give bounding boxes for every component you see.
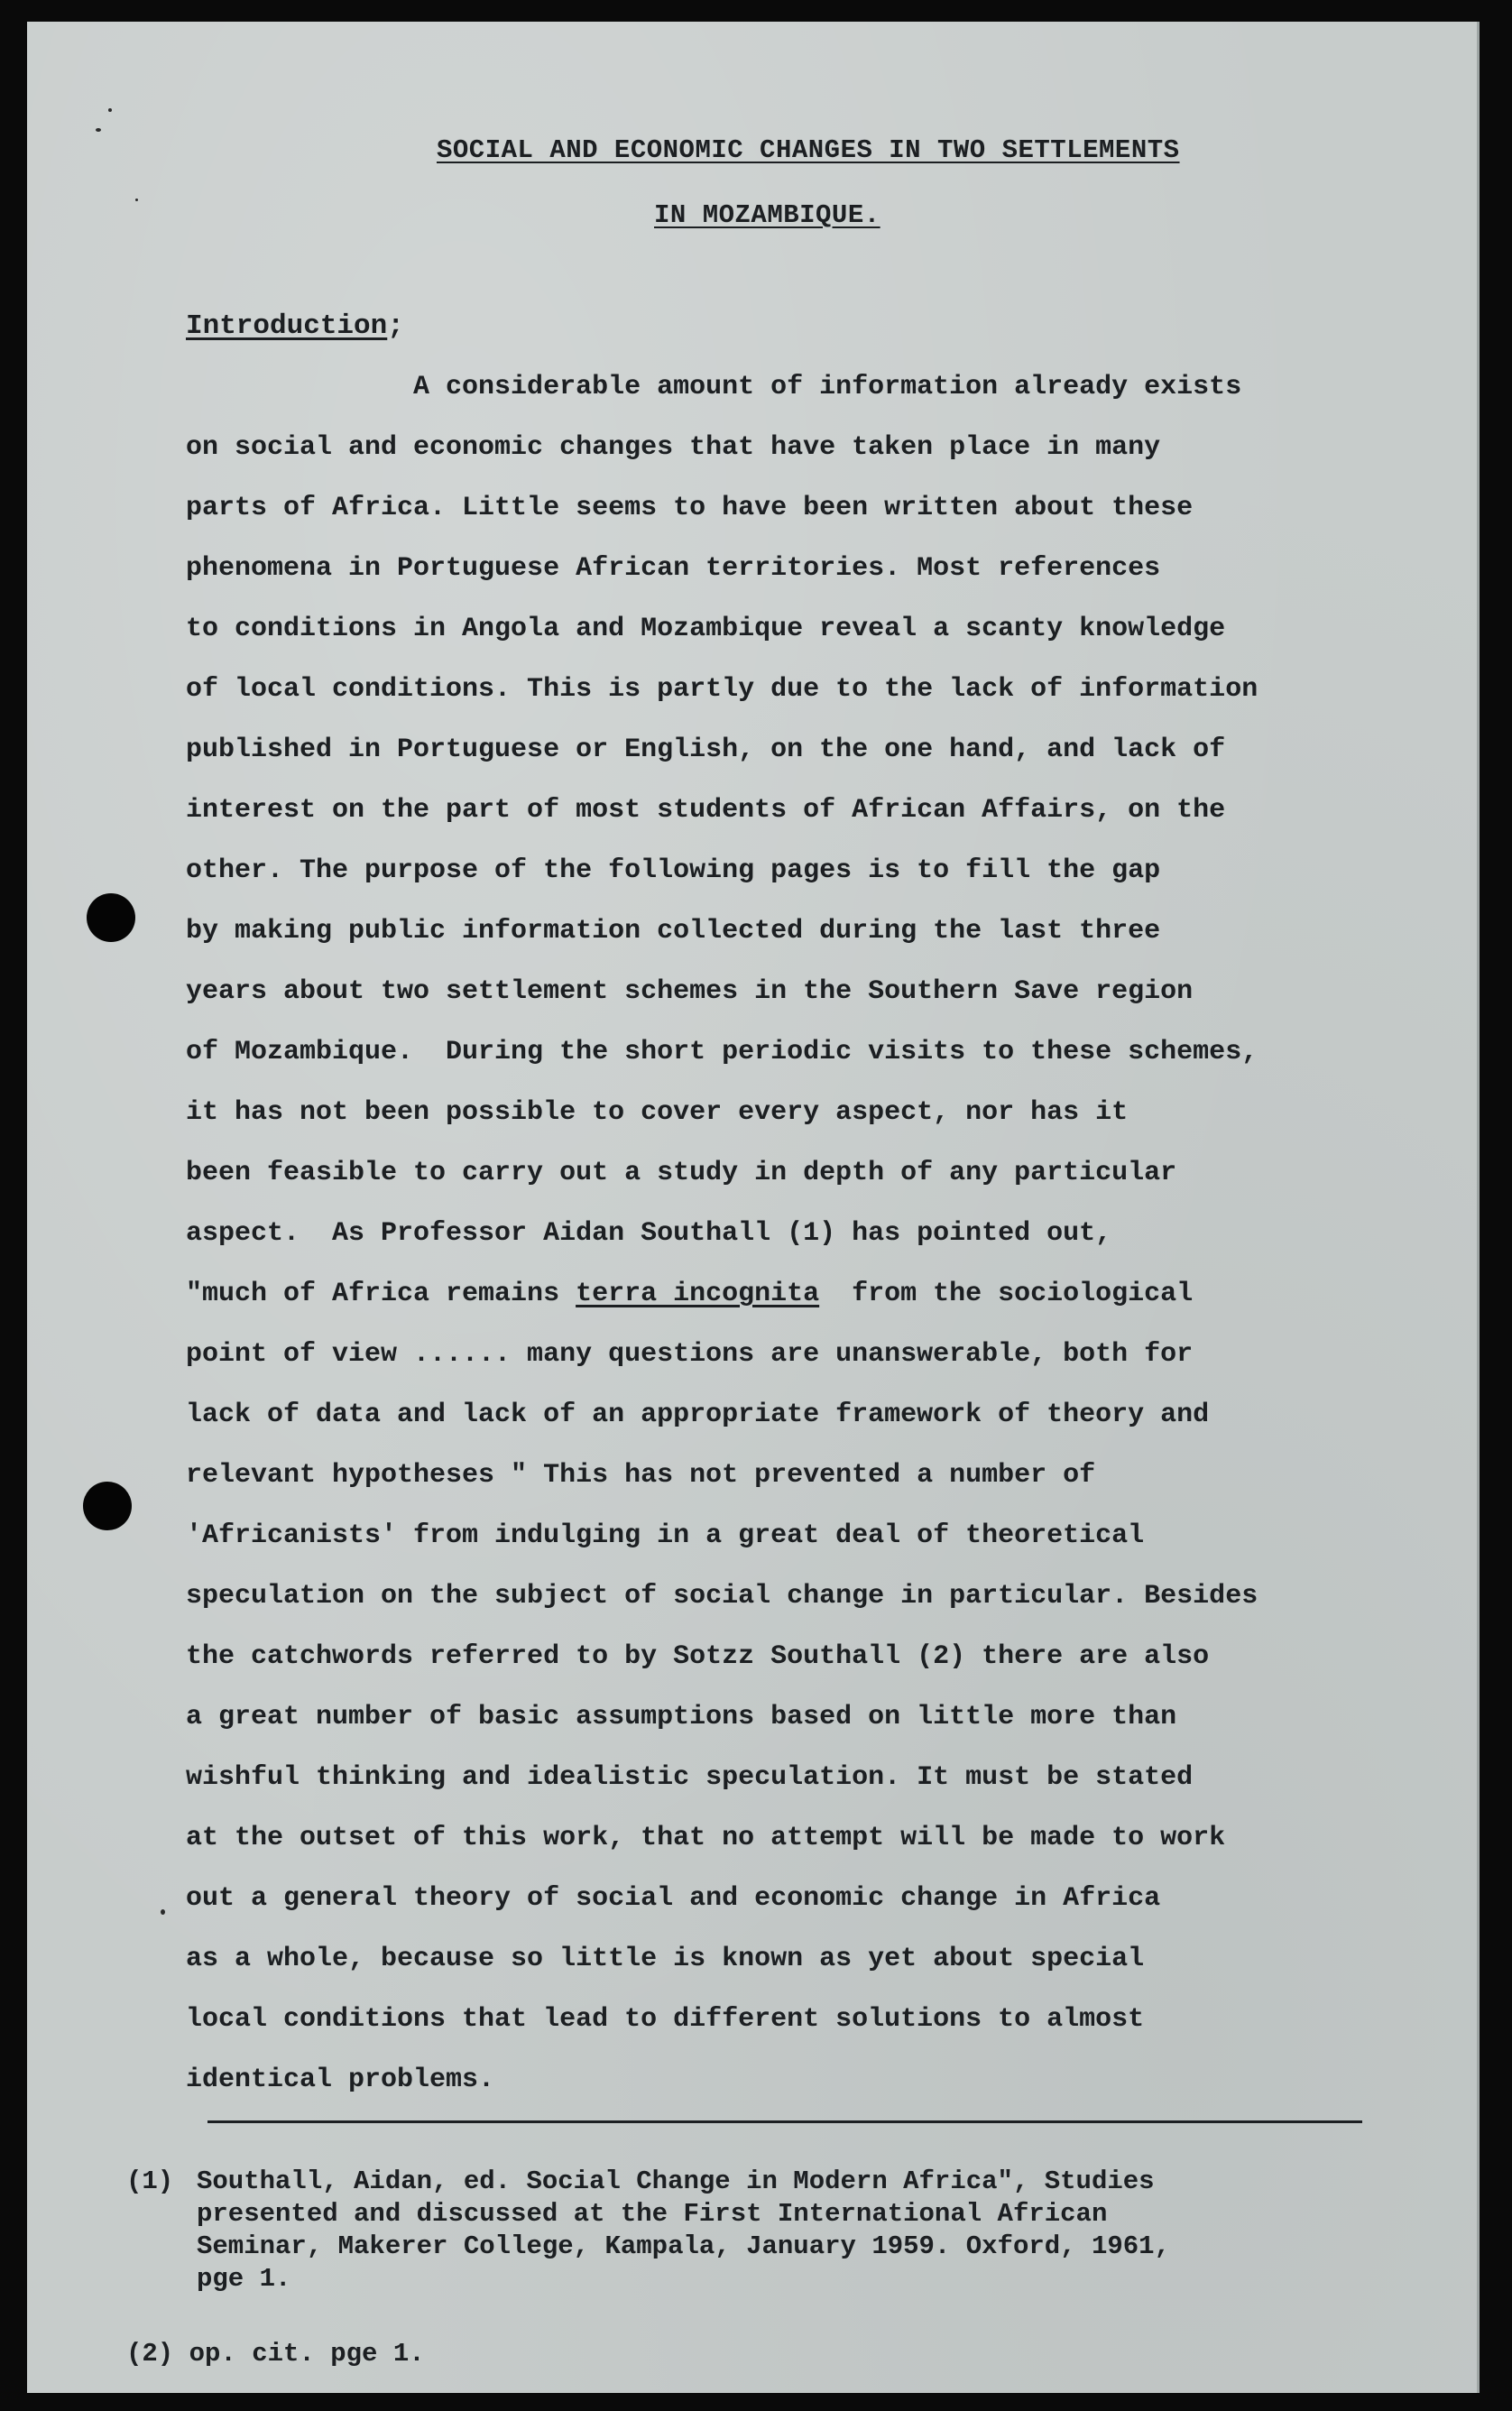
body-line: of local conditions. This is partly due to the lack of information — [186, 674, 1258, 705]
section-heading-suffix: ; — [387, 310, 404, 342]
body-line: been feasible to carry out a study in depth of any particular — [186, 1158, 1177, 1188]
footnote-1-text: Southall, Aidan, ed. Social Change in Modern Africa", Studies presented and discussed at the First International African Seminar, Makerer College, Kampala, January 1959. Oxford, 1961, pge 1. — [197, 2166, 1170, 2294]
body-line: as a whole, because so little is known as yet about special — [186, 1944, 1145, 1974]
section-heading — [186, 310, 404, 342]
quote-line-pre: "much of Africa remains — [186, 1279, 576, 1309]
footnote-divider — [207, 2120, 1362, 2123]
body-line: out a general theory of social and economic change in Africa — [186, 1883, 1161, 1914]
body-line: relevant hypotheses " This has not prevented a number of — [186, 1460, 1096, 1491]
body-line: interest on the part of most students of African Affairs, on the — [186, 795, 1226, 826]
body-line: local conditions that lead to different solutions to almost — [186, 2004, 1145, 2035]
footnote-1 — [126, 2166, 1389, 2296]
body-line: other. The purpose of the following pages is to fill the gap — [186, 855, 1161, 886]
body-line: on social and economic changes that have taken place in many — [186, 432, 1161, 463]
paper-speck — [135, 199, 138, 201]
body-line: 'Africanists' from indulging in a great deal of theoretical — [186, 1520, 1145, 1551]
body-line: of Mozambique. During the short periodic visits to these schemes, — [186, 1037, 1258, 1067]
footnote-2: (2) op. cit. pge 1. — [126, 2339, 425, 2369]
body-line: aspect. As Professor Aidan Southall (1) has pointed out, — [186, 1218, 1112, 1249]
punch-hole — [87, 893, 135, 942]
quote-line-post: from the sociological — [819, 1279, 1194, 1309]
paper-speck — [161, 1909, 165, 1915]
paper-speck — [96, 128, 101, 132]
body-line: speculation on the subject of social change in particular. Besides — [186, 1581, 1258, 1612]
emphasized-term: terra incognita — [576, 1279, 820, 1309]
paper-speck — [108, 108, 112, 112]
body-line: A considerable amount of information already exists — [186, 372, 1242, 402]
section-heading-text: Introduction — [186, 310, 388, 342]
body-line: identical problems. — [186, 2065, 495, 2095]
title-line-2: IN MOZAMBIQUE. — [654, 200, 880, 230]
footnotes — [126, 2166, 1389, 2296]
body-line: wishful thinking and idealistic speculation. It must be stated — [186, 1762, 1194, 1793]
body-line: by making public information collected during the last three — [186, 916, 1161, 947]
footnote-1-mark: (1) — [126, 2166, 174, 2196]
body-line: to conditions in Angola and Mozambique reveal a scanty knowledge — [186, 614, 1226, 644]
body-line: lack of data and lack of an appropriate framework of theory and — [186, 1399, 1210, 1430]
body-paragraph — [186, 357, 1431, 2111]
document-page — [27, 22, 1480, 2393]
body-line: years about two settlement schemes in the Southern Save region — [186, 976, 1194, 1007]
body-line: parts of Africa. Little seems to have been written about these — [186, 493, 1194, 523]
punch-hole — [83, 1482, 132, 1530]
title-line-1: SOCIAL AND ECONOMIC CHANGES IN TWO SETTLEMENTS — [437, 135, 1180, 165]
body-line: the catchwords referred to by Sotzz Southall (2) there are also — [186, 1641, 1210, 1672]
body-line: it has not been possible to cover every aspect, nor has it — [186, 1097, 1129, 1128]
quote-line — [186, 1264, 1431, 1325]
body-line: point of view ...... many questions are unanswerable, both for — [186, 1339, 1194, 1370]
body-line: at the outset of this work, that no attempt will be made to work — [186, 1823, 1226, 1853]
body-line: published in Portuguese or English, on the one hand, and lack of — [186, 734, 1226, 765]
body-line: a great number of basic assumptions based on little more than — [186, 1702, 1177, 1732]
body-line: phenomena in Portuguese African territories. Most references — [186, 553, 1161, 584]
